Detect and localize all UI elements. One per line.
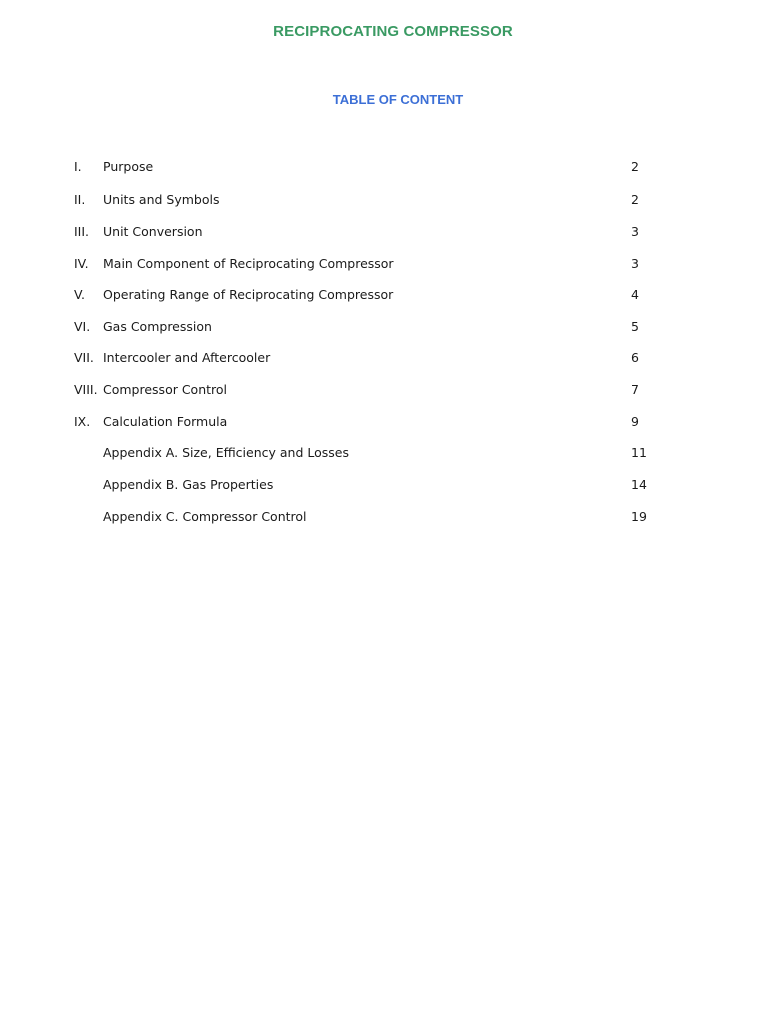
toc-entry-label: Gas Compression <box>103 319 212 334</box>
toc-entry-label: Appendix B. Gas Properties <box>103 477 274 492</box>
toc-entry-label: Operating Range of Reciprocating Compressor <box>103 287 394 302</box>
toc-entry-number: III. <box>74 224 90 239</box>
toc-entry[interactable] <box>0 222 768 242</box>
toc-entry-page: 14 <box>631 477 647 492</box>
toc-entry-number: IV. <box>74 256 89 271</box>
toc-entry-number: V. <box>74 287 85 302</box>
toc-entry-page: 5 <box>631 319 639 334</box>
toc-entry-page: 19 <box>631 509 647 524</box>
document-title: RECIPROCATING COMPRESSOR <box>273 23 513 40</box>
toc-entry-label: Appendix C. Compressor Control <box>103 509 307 524</box>
toc-entry[interactable] <box>0 348 768 368</box>
toc-entry[interactable] <box>0 190 768 210</box>
toc-entry-page: 2 <box>631 192 639 207</box>
toc-entry-page: 2 <box>631 159 639 174</box>
toc-entry-page: 7 <box>631 382 639 397</box>
toc-entry-page: 9 <box>631 414 639 429</box>
toc-entry[interactable] <box>0 412 768 432</box>
toc-entry[interactable] <box>0 254 768 274</box>
toc-entry[interactable] <box>0 317 768 337</box>
toc-entry-page: 11 <box>631 445 647 460</box>
toc-heading: TABLE OF CONTENT <box>332 92 464 107</box>
toc-entry-label: Intercooler and Aftercooler <box>103 350 271 365</box>
toc-entry-page: 3 <box>631 224 639 239</box>
toc-entry-label: Units and Symbols <box>103 192 220 207</box>
toc-entry[interactable] <box>0 507 768 527</box>
toc-entry-number: VII. <box>74 350 94 365</box>
toc-entry-page: 4 <box>631 287 639 302</box>
toc-entry-label: Appendix A. Size, Efficiency and Losses <box>103 445 349 460</box>
toc-entry[interactable] <box>0 380 768 400</box>
toc-entry-number: VIII. <box>74 382 98 397</box>
toc-entry[interactable] <box>0 475 768 495</box>
toc-entry[interactable] <box>0 285 768 305</box>
toc-entry-number: VI. <box>74 319 91 334</box>
toc-entry-number: I. <box>74 159 82 174</box>
toc-entry-label: Main Component of Reciprocating Compressor <box>103 256 394 271</box>
toc-entry-page: 3 <box>631 256 639 271</box>
toc-entry-number: IX. <box>74 414 91 429</box>
toc-entry-label: Unit Conversion <box>103 224 203 239</box>
toc-entry-number: II. <box>74 192 86 207</box>
toc-entry[interactable] <box>0 157 768 177</box>
toc-entry-label: Calculation Formula <box>103 414 228 429</box>
toc-entry-page: 6 <box>631 350 639 365</box>
toc-entry[interactable] <box>0 443 768 463</box>
toc-entry-label: Compressor Control <box>103 382 228 397</box>
toc-entry-label: Purpose <box>103 159 154 174</box>
